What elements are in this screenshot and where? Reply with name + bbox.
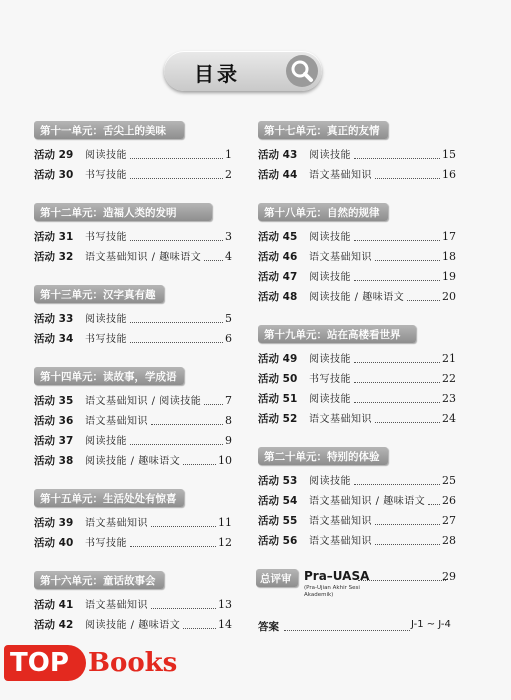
dot-leader xyxy=(130,322,223,323)
dot-leader xyxy=(130,240,223,241)
page-title: 目录 xyxy=(194,62,240,86)
list-item[interactable] xyxy=(258,370,456,386)
activity-number: 活动 37 xyxy=(34,435,74,447)
dot-leader xyxy=(130,158,223,159)
unit-header: 第十三单元：汉字真有趣 xyxy=(34,285,164,303)
activity-number: 活动 39 xyxy=(34,517,74,529)
unit-header: 第十一单元：舌尖上的美味 xyxy=(34,121,184,139)
activity-name: 阅读技能 xyxy=(309,150,351,161)
review-subtitle: (Pra-Ujian Akhir Sesi Akademik) xyxy=(304,585,360,598)
list-item[interactable] xyxy=(34,310,232,326)
page-number: 7 xyxy=(225,394,232,407)
dot-leader xyxy=(375,422,440,423)
activity-name: 阅读技能 xyxy=(309,272,351,283)
activity-name: 书写技能 xyxy=(85,170,127,181)
page-number: 19 xyxy=(442,270,456,283)
activity-name: 阅读技能 xyxy=(309,354,351,365)
activity-number: 活动 35 xyxy=(34,395,74,407)
list-item[interactable] xyxy=(34,412,232,428)
page-number: 9 xyxy=(225,434,232,447)
unit-header: 第十八单元：自然的规律 xyxy=(258,203,388,221)
list-item[interactable] xyxy=(258,268,456,284)
list-item[interactable] xyxy=(258,166,456,182)
dot-leader xyxy=(130,178,223,179)
list-item[interactable] xyxy=(258,492,456,508)
page-number: 13 xyxy=(218,598,232,611)
page-number: 25 xyxy=(442,474,456,487)
activity-number: 活动 31 xyxy=(34,231,74,243)
activity-name: 阅读技能 xyxy=(85,436,127,447)
list-item[interactable] xyxy=(258,472,456,488)
activity-number: 活动 54 xyxy=(258,495,298,507)
logo-books-text: Books xyxy=(88,648,178,678)
page-number: 20 xyxy=(442,290,456,303)
dot-leader xyxy=(130,546,216,547)
page-number: 4 xyxy=(225,250,232,263)
page-number: 10 xyxy=(218,454,232,467)
activity-number: 活动 30 xyxy=(34,169,74,181)
list-item[interactable] xyxy=(34,392,232,408)
activity-number: 活动 33 xyxy=(34,313,74,325)
activity-name: 语文基础知识 / 趣味语文 xyxy=(309,496,426,507)
activity-name: 阅读技能 xyxy=(309,394,351,405)
unit-header: 第十六单元：童话故事会 xyxy=(34,571,164,589)
page-number: 3 xyxy=(225,230,232,243)
activity-name: 语文基础知识 xyxy=(309,414,372,425)
activity-name: 语文基础知识 / 趣味语文 xyxy=(85,252,202,263)
activity-number: 活动 51 xyxy=(258,393,298,405)
dot-leader xyxy=(428,504,440,505)
activity-number: 活动 56 xyxy=(258,535,298,547)
dot-leader xyxy=(354,382,440,383)
activity-number: 活动 48 xyxy=(258,291,298,303)
dot-leader xyxy=(151,526,216,527)
list-item[interactable] xyxy=(34,432,232,448)
page-number: 21 xyxy=(442,352,456,365)
dot-leader xyxy=(354,240,440,241)
page-number: 29 xyxy=(442,570,456,583)
activity-number: 活动 34 xyxy=(34,333,74,345)
list-item[interactable] xyxy=(34,514,232,530)
activity-number: 活动 40 xyxy=(34,537,74,549)
unit-header: 第二十单元：特别的体验 xyxy=(258,447,388,465)
activity-name: 语文基础知识 xyxy=(85,600,148,611)
page-number: 27 xyxy=(442,514,456,527)
activity-name: 书写技能 xyxy=(85,538,127,549)
page-number: 15 xyxy=(442,148,456,161)
activity-number: 活动 53 xyxy=(258,475,298,487)
list-item[interactable] xyxy=(34,596,232,612)
dot-leader xyxy=(130,444,223,445)
list-item[interactable] xyxy=(34,248,232,264)
list-item[interactable] xyxy=(258,410,456,426)
page-number: 26 xyxy=(442,494,456,507)
review-title[interactable]: Pra–UASA xyxy=(304,569,370,583)
unit-header: 第十五单元：生活处处有惊喜 xyxy=(34,489,184,507)
activity-name: 阅读技能 / 趣味语文 xyxy=(85,620,181,631)
review-badge: 总评审 xyxy=(256,569,298,587)
dot-leader xyxy=(204,404,223,405)
list-item[interactable] xyxy=(34,534,232,550)
activity-number: 活动 42 xyxy=(34,619,74,631)
list-item[interactable] xyxy=(258,288,456,304)
activity-name: 语文基础知识 xyxy=(309,252,372,263)
list-item[interactable] xyxy=(34,146,232,162)
dot-leader xyxy=(183,464,216,465)
list-item[interactable] xyxy=(34,166,232,182)
activity-name: 阅读技能 / 趣味语文 xyxy=(309,292,405,303)
page-number: 8 xyxy=(225,414,232,427)
dot-leader xyxy=(375,178,440,179)
page-number: 28 xyxy=(442,534,456,547)
list-item[interactable] xyxy=(258,512,456,528)
activity-number: 活动 32 xyxy=(34,251,74,263)
answers-label[interactable]: 答案 xyxy=(258,621,279,633)
activity-name: 语文基础知识 xyxy=(85,518,148,529)
activity-name: 书写技能 xyxy=(85,232,127,243)
list-item[interactable] xyxy=(34,616,232,632)
page-number: 11 xyxy=(218,516,232,529)
activity-number: 活动 41 xyxy=(34,599,74,611)
list-item[interactable] xyxy=(34,228,232,244)
activity-number: 活动 29 xyxy=(34,149,74,161)
dot-leader xyxy=(354,402,440,403)
activity-number: 活动 49 xyxy=(258,353,298,365)
list-item[interactable] xyxy=(258,350,456,366)
list-item[interactable] xyxy=(258,146,456,162)
dot-leader xyxy=(130,342,223,343)
unit-header: 第十四单元：读故事，学成语 xyxy=(34,367,184,385)
dot-leader xyxy=(375,544,440,545)
topbooks-logo xyxy=(4,641,184,691)
activity-name: 阅读技能 / 趣味语文 xyxy=(85,456,181,467)
page-number: 6 xyxy=(225,332,232,345)
logo-top-text: TOP xyxy=(4,645,86,681)
activity-number: 活动 52 xyxy=(258,413,298,425)
list-item[interactable] xyxy=(258,390,456,406)
activity-number: 活动 46 xyxy=(258,251,298,263)
page-number: 23 xyxy=(442,392,456,405)
list-item[interactable] xyxy=(258,532,456,548)
page-number: 1 xyxy=(225,148,232,161)
activity-name: 语文基础知识 / 阅读技能 xyxy=(85,396,202,407)
dot-leader xyxy=(375,260,440,261)
activity-number: 活动 44 xyxy=(258,169,298,181)
dot-leader xyxy=(151,424,223,425)
activity-number: 活动 50 xyxy=(258,373,298,385)
contents-title-banner xyxy=(164,51,322,91)
page-number: 24 xyxy=(442,412,456,425)
unit-header: 第十二单元：造福人类的发明 xyxy=(34,203,212,221)
dot-leader xyxy=(204,260,223,261)
page-number: 18 xyxy=(442,250,456,263)
unit-header: 第十七单元：真正的友情 xyxy=(258,121,388,139)
dot-leader xyxy=(151,608,216,609)
activity-name: 阅读技能 xyxy=(85,314,127,325)
page-number: 16 xyxy=(442,168,456,181)
page-number: 22 xyxy=(442,372,456,385)
dot-leader xyxy=(354,280,440,281)
dot-leader xyxy=(375,524,440,525)
activity-name: 书写技能 xyxy=(309,374,351,385)
dot-leader xyxy=(354,158,440,159)
activity-name: 语文基础知识 xyxy=(309,170,372,181)
page-number: 14 xyxy=(218,618,232,631)
dot-leader xyxy=(358,580,446,581)
activity-number: 活动 36 xyxy=(34,415,74,427)
dot-leader xyxy=(183,628,216,629)
activity-name: 阅读技能 xyxy=(85,150,127,161)
activity-name: 阅读技能 xyxy=(309,232,351,243)
page-number: 12 xyxy=(218,536,232,549)
list-item[interactable] xyxy=(34,452,232,468)
dot-leader xyxy=(284,630,410,631)
activity-name: 语文基础知识 xyxy=(309,516,372,527)
activity-number: 活动 47 xyxy=(258,271,298,283)
unit-header: 第十九单元：站在高楼看世界 xyxy=(258,325,416,343)
list-item[interactable] xyxy=(34,330,232,346)
dot-leader xyxy=(354,362,440,363)
search-icon xyxy=(286,55,318,87)
activity-name: 语文基础知识 xyxy=(85,416,148,427)
list-item[interactable] xyxy=(258,228,456,244)
activity-name: 书写技能 xyxy=(85,334,127,345)
activity-name: 阅读技能 xyxy=(309,476,351,487)
page-number: 5 xyxy=(225,312,232,325)
activity-number: 活动 45 xyxy=(258,231,298,243)
answers-pages: J-1 ~ J-4 xyxy=(411,619,451,630)
page-number: 2 xyxy=(225,168,232,181)
activity-number: 活动 55 xyxy=(258,515,298,527)
page-number: 17 xyxy=(442,230,456,243)
dot-leader xyxy=(407,300,440,301)
dot-leader xyxy=(354,484,440,485)
list-item[interactable] xyxy=(258,248,456,264)
activity-number: 活动 43 xyxy=(258,149,298,161)
activity-name: 语文基础知识 xyxy=(309,536,372,547)
activity-number: 活动 38 xyxy=(34,455,74,467)
